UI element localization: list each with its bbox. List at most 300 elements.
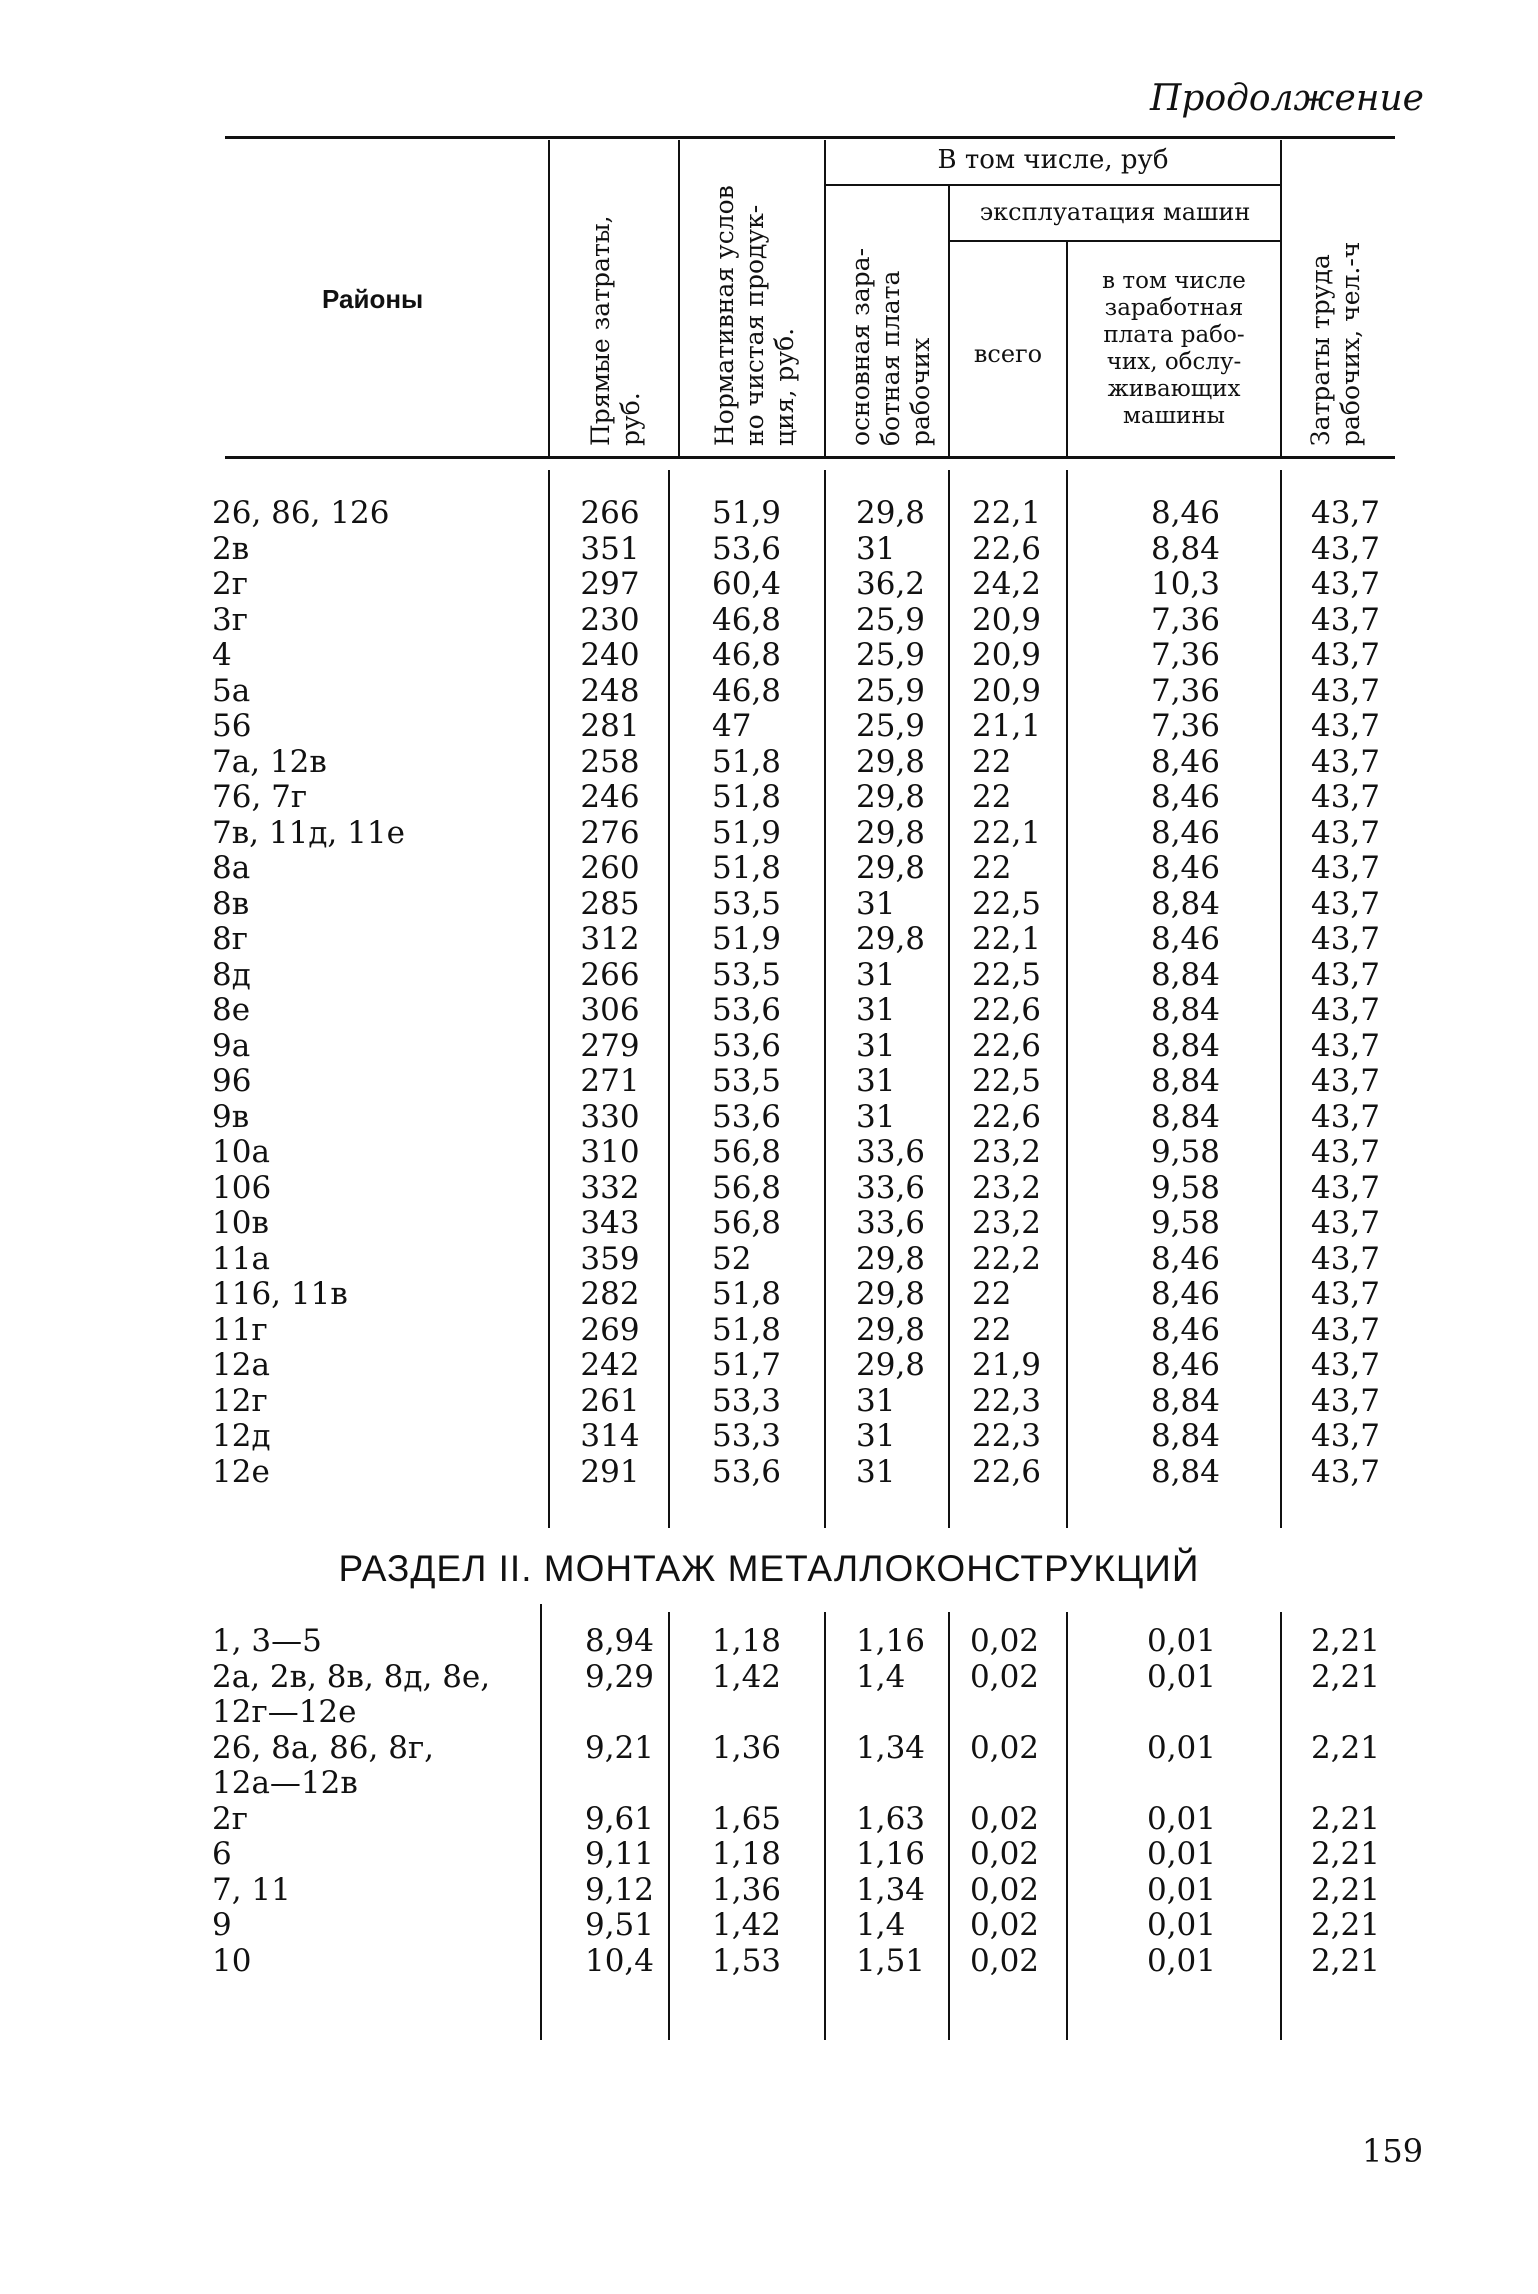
direct-cost-cell: 230 xyxy=(580,601,640,638)
direct-cost-cell: 266 xyxy=(580,495,640,531)
machine-wage-cell: 7,36 xyxy=(1150,637,1220,673)
direct-cost-cell: 9,21 xyxy=(584,1729,654,1766)
basic-wage-cell: 29,8 xyxy=(856,921,926,957)
machine-wage-cell: 10,3 xyxy=(1150,566,1220,602)
normative-cell: 1,65 xyxy=(712,1800,782,1837)
body2-vline-4 xyxy=(948,1612,950,2040)
machine-wage-cell: 8,84 xyxy=(1150,1382,1220,1419)
basic-wage-cell: 31 xyxy=(856,1027,896,1064)
normative-cell: 56,8 xyxy=(712,1205,782,1241)
direct-cost-cell: 8,94 xyxy=(584,1623,654,1659)
header-vline-3 xyxy=(824,140,826,456)
direct-cost-cell: 246 xyxy=(580,779,640,815)
direct-cost-cell: 332 xyxy=(580,1169,640,1206)
district-cell: 2г xyxy=(212,1800,248,1837)
section1-machine-total-column xyxy=(972,496,1041,1490)
machine-total-cell: 22,1 xyxy=(972,495,1042,531)
direct-cost-cell: 314 xyxy=(580,1418,640,1454)
normative-cell: 1,18 xyxy=(712,1836,782,1872)
machine-wage-cell: 8,84 xyxy=(1150,885,1220,922)
labor-cell: 43,7 xyxy=(1310,1169,1380,1206)
machine-wage-cell: 7,36 xyxy=(1150,672,1220,709)
machine-wage-cell: 8,84 xyxy=(1150,1418,1220,1454)
basic-wage-cell xyxy=(856,1766,925,1802)
district-cell: 10а xyxy=(212,1134,270,1170)
machine-wage-cell: 8,46 xyxy=(1150,495,1220,531)
direct-cost-cell: 351 xyxy=(580,530,640,567)
normative-cell: 51,8 xyxy=(712,1276,782,1312)
district-cell: 3г xyxy=(212,601,248,638)
basic-wage-cell: 1,34 xyxy=(856,1871,926,1908)
body2-vline-3 xyxy=(824,1612,826,2040)
district-cell: 106 xyxy=(212,1169,272,1206)
machine-total-cell: 20,9 xyxy=(972,637,1042,673)
normative-cell: 46,8 xyxy=(712,672,782,709)
machine-wage-cell xyxy=(1090,1766,1216,1802)
direct-cost-cell xyxy=(552,1766,654,1802)
basic-wage-cell: 31 xyxy=(856,885,896,922)
header-vline-1 xyxy=(548,140,550,456)
section2-machine-total-column xyxy=(970,1624,1039,1979)
basic-wage-cell: 31 xyxy=(856,1453,896,1490)
direct-cost-cell: 297 xyxy=(580,566,640,602)
normative-cell: 52 xyxy=(712,1240,752,1277)
machine-wage-cell: 8,84 xyxy=(1150,992,1220,1028)
direct-cost-cell: 310 xyxy=(580,1134,640,1170)
normative-cell: 1,53 xyxy=(712,1942,782,1979)
machine-wage-cell: 8,46 xyxy=(1150,850,1220,886)
direct-cost-cell: 276 xyxy=(580,814,640,851)
normative-cell: 1,42 xyxy=(712,1907,782,1943)
basic-wage-cell: 1,4 xyxy=(856,1907,906,1943)
machine-total-cell: 22,5 xyxy=(972,885,1042,922)
direct-cost-cell: 260 xyxy=(580,850,640,886)
labor-cell: 43,7 xyxy=(1310,1311,1380,1348)
section2-machine-wage-column xyxy=(1090,1624,1216,1979)
district-cell: 12а—12в xyxy=(212,1765,358,1801)
header-subrule-machines xyxy=(950,240,1280,242)
machine-wage-cell: 0,01 xyxy=(1146,1907,1216,1943)
direct-cost-cell: 258 xyxy=(580,743,640,780)
labor-cell: 2,21 xyxy=(1310,1623,1380,1659)
basic-wage-cell: 29,8 xyxy=(856,1311,926,1348)
basic-wage-cell: 1,16 xyxy=(856,1623,926,1659)
district-cell: 12г xyxy=(212,1382,268,1419)
body2-vline-5 xyxy=(1066,1612,1068,2040)
labor-cell: 43,7 xyxy=(1310,921,1380,957)
labor-cell: 2,21 xyxy=(1310,1942,1380,1979)
direct-cost-cell: 9,61 xyxy=(584,1800,654,1837)
normative-cell: 56,8 xyxy=(712,1134,782,1170)
normative-cell: 53,6 xyxy=(712,530,782,567)
machine-wage-cell: 8,84 xyxy=(1150,1027,1220,1064)
direct-cost-cell: 271 xyxy=(580,1063,640,1099)
normative-cell: 53,6 xyxy=(712,1027,782,1064)
district-cell: 7, 11 xyxy=(212,1871,291,1908)
machine-total-cell: 22,6 xyxy=(972,992,1042,1028)
basic-wage-cell: 25,9 xyxy=(856,637,926,673)
direct-cost-cell: 9,11 xyxy=(584,1836,654,1872)
district-cell: 9а xyxy=(212,1027,251,1064)
section2-districts-column xyxy=(212,1624,490,1979)
labor-cell: 43,7 xyxy=(1310,814,1380,851)
machine-total-cell: 22,5 xyxy=(972,1063,1042,1099)
machine-total-cell: 0,02 xyxy=(970,1871,1040,1908)
basic-wage-cell: 1,51 xyxy=(856,1942,926,1979)
machine-wage-cell: 8,46 xyxy=(1150,921,1220,957)
machine-total-cell: 22,1 xyxy=(972,921,1042,957)
labor-cell: 43,7 xyxy=(1310,495,1380,531)
section1-normative-column xyxy=(712,496,781,1490)
labor-cell: 43,7 xyxy=(1310,1276,1380,1312)
district-cell: 9в xyxy=(212,1098,250,1135)
machine-total-cell: 0,02 xyxy=(970,1729,1040,1766)
district-cell: 116, 11в xyxy=(212,1276,348,1312)
direct-cost-cell: 291 xyxy=(580,1453,640,1490)
header-including: В том числе, руб xyxy=(937,145,1169,175)
section2-basic-wage-column xyxy=(856,1624,925,1979)
normative-cell: 51,9 xyxy=(712,495,782,531)
normative-cell: 53,5 xyxy=(712,1063,782,1099)
labor-cell: 43,7 xyxy=(1310,1347,1380,1383)
machine-wage-cell: 8,84 xyxy=(1150,1098,1220,1135)
header-rayony: Районы xyxy=(322,284,424,314)
body1-vline-4 xyxy=(948,470,950,1528)
basic-wage-cell: 33,6 xyxy=(856,1169,926,1206)
direct-cost-cell: 266 xyxy=(580,956,640,993)
section1-basic-wage-column xyxy=(856,496,925,1490)
machine-total-cell: 20,9 xyxy=(972,672,1042,709)
district-cell: 4 xyxy=(212,637,232,673)
labor-cell: 43,7 xyxy=(1310,637,1380,673)
basic-wage-cell: 31 xyxy=(856,956,896,993)
direct-cost-cell: 343 xyxy=(580,1205,640,1241)
normative-cell: 46,8 xyxy=(712,637,782,673)
normative-cell: 1,42 xyxy=(712,1658,782,1695)
basic-wage-cell: 29,8 xyxy=(856,1240,926,1277)
normative-cell: 1,18 xyxy=(712,1623,782,1659)
labor-cell: 43,7 xyxy=(1310,1134,1380,1170)
direct-cost-cell: 261 xyxy=(580,1382,640,1419)
machine-total-cell: 22 xyxy=(972,1276,1012,1312)
section1-direct-column xyxy=(560,496,660,1490)
direct-cost-cell: 279 xyxy=(580,1027,640,1064)
direct-cost-cell: 306 xyxy=(580,992,640,1028)
body1-vline-3 xyxy=(824,470,826,1528)
labor-cell: 43,7 xyxy=(1310,850,1380,886)
labor-cell: 2,21 xyxy=(1310,1871,1380,1908)
machine-wage-cell: 0,01 xyxy=(1146,1623,1216,1659)
machine-total-cell xyxy=(970,1695,1039,1731)
district-cell: 11г xyxy=(212,1311,268,1348)
machine-total-cell: 22 xyxy=(972,850,1012,886)
normative-cell: 53,5 xyxy=(712,956,782,993)
labor-cell: 43,7 xyxy=(1310,672,1380,709)
header-basic-wage: основная зара- ботная плата рабочих xyxy=(846,247,935,446)
machine-wage-cell: 8,46 xyxy=(1150,779,1220,815)
district-cell: 2в xyxy=(212,530,250,567)
machine-total-cell: 22,1 xyxy=(972,814,1042,851)
direct-cost-cell: 10,4 xyxy=(584,1942,654,1979)
basic-wage-cell: 29,8 xyxy=(856,850,926,886)
machine-total-cell: 23,2 xyxy=(972,1169,1042,1206)
header-vline-6 xyxy=(1280,140,1282,456)
labor-cell: 43,7 xyxy=(1310,956,1380,993)
labor-cell: 43,7 xyxy=(1310,1027,1380,1064)
district-cell: 12а xyxy=(212,1347,270,1383)
labor-cell: 43,7 xyxy=(1310,530,1380,567)
machine-wage-cell: 9,58 xyxy=(1150,1134,1220,1170)
basic-wage-cell: 36,2 xyxy=(856,566,926,602)
machine-total-cell: 0,02 xyxy=(970,1658,1040,1695)
district-cell: 6 xyxy=(212,1836,232,1872)
normative-cell xyxy=(712,1766,781,1802)
basic-wage-cell: 1,16 xyxy=(856,1836,926,1872)
normative-cell: 53,3 xyxy=(712,1382,782,1419)
direct-cost-cell: 248 xyxy=(580,672,640,709)
district-cell: 7в, 11д, 11е xyxy=(212,814,405,851)
basic-wage-cell: 31 xyxy=(856,992,896,1028)
labor-cell: 2,21 xyxy=(1310,1836,1380,1872)
machine-wage-cell: 0,01 xyxy=(1146,1800,1216,1837)
header-top-rule xyxy=(225,136,1395,139)
direct-cost-cell: 9,51 xyxy=(584,1907,654,1943)
basic-wage-cell: 1,63 xyxy=(856,1800,926,1837)
machine-total-cell: 24,2 xyxy=(972,566,1042,602)
section2-labor-column xyxy=(1290,1624,1380,1979)
district-cell: 56 xyxy=(212,708,252,744)
basic-wage-cell: 29,8 xyxy=(856,743,926,780)
labor-cell: 2,21 xyxy=(1310,1800,1380,1837)
body2-vline-2 xyxy=(668,1612,670,2040)
district-cell: 12д xyxy=(212,1418,271,1454)
normative-cell: 51,8 xyxy=(712,1311,782,1348)
normative-cell xyxy=(712,1695,781,1731)
labor-cell: 43,7 xyxy=(1310,566,1380,602)
normative-cell: 51,7 xyxy=(712,1347,782,1383)
direct-cost-cell: 269 xyxy=(580,1311,640,1348)
district-cell: 8в xyxy=(212,885,250,922)
labor-cell xyxy=(1290,1695,1380,1731)
normative-cell: 53,6 xyxy=(712,992,782,1028)
machine-total-cell: 21,9 xyxy=(972,1347,1042,1383)
labor-cell: 43,7 xyxy=(1310,992,1380,1028)
labor-cell: 43,7 xyxy=(1310,1453,1380,1490)
normative-cell: 46,8 xyxy=(712,601,782,638)
machine-wage-cell: 8,46 xyxy=(1150,743,1220,780)
district-cell: 26, 86, 126 xyxy=(212,495,390,531)
machine-wage-cell: 0,01 xyxy=(1146,1729,1216,1766)
machine-total-cell: 0,02 xyxy=(970,1800,1040,1837)
basic-wage-cell: 29,8 xyxy=(856,814,926,851)
machine-total-cell: 22,3 xyxy=(972,1418,1042,1454)
header-machine-operation: эксплуатация машин xyxy=(979,198,1251,226)
header-machine-wage: в том числе заработная плата рабо- чих, обслу- живающих машины xyxy=(1102,268,1246,429)
district-cell: 8д xyxy=(212,956,251,993)
normative-cell: 53,5 xyxy=(712,885,782,922)
labor-cell: 43,7 xyxy=(1310,1418,1380,1454)
labor-cell xyxy=(1290,1766,1380,1802)
header-vline-2 xyxy=(678,140,680,456)
machine-total-cell: 22 xyxy=(972,779,1012,815)
body1-vline-1 xyxy=(548,470,550,1528)
normative-cell: 51,9 xyxy=(712,814,782,851)
machine-total-cell: 21,1 xyxy=(972,708,1042,744)
basic-wage-cell: 1,4 xyxy=(856,1658,906,1695)
district-cell: 10в xyxy=(212,1205,269,1241)
section1-districts-column xyxy=(212,496,405,1490)
machine-total-cell: 22 xyxy=(972,1311,1012,1348)
header-subrule-including xyxy=(826,184,1280,186)
district-cell: 2а, 2в, 8в, 8д, 8е, xyxy=(212,1658,491,1695)
machine-wage-cell: 8,46 xyxy=(1150,1240,1220,1277)
normative-cell: 51,8 xyxy=(712,850,782,886)
direct-cost-cell: 282 xyxy=(580,1276,640,1312)
body1-vline-2 xyxy=(668,470,670,1528)
labor-cell: 2,21 xyxy=(1310,1907,1380,1943)
normative-cell: 53,6 xyxy=(712,1098,782,1135)
labor-cell: 43,7 xyxy=(1310,1063,1380,1099)
basic-wage-cell: 25,9 xyxy=(856,708,926,744)
machine-wage-cell: 8,84 xyxy=(1150,956,1220,993)
labor-cell: 43,7 xyxy=(1310,779,1380,815)
body2-vline-1 xyxy=(540,1604,542,2040)
basic-wage-cell: 29,8 xyxy=(856,1347,926,1383)
basic-wage-cell: 33,6 xyxy=(856,1205,926,1241)
district-cell: 9 xyxy=(212,1907,232,1943)
machine-total-cell: 0,02 xyxy=(970,1623,1040,1659)
machine-total-cell: 0,02 xyxy=(970,1942,1040,1979)
machine-wage-cell: 0,01 xyxy=(1146,1942,1216,1979)
direct-cost-cell: 312 xyxy=(580,921,640,957)
machine-wage-cell: 9,58 xyxy=(1150,1169,1220,1206)
basic-wage-cell: 31 xyxy=(856,1382,896,1419)
header-machine-total: всего xyxy=(973,340,1043,368)
machine-wage-cell: 8,46 xyxy=(1150,1347,1220,1383)
machine-wage-cell: 7,36 xyxy=(1150,708,1220,744)
normative-cell: 53,3 xyxy=(712,1418,782,1454)
labor-cell: 43,7 xyxy=(1310,1098,1380,1135)
machine-total-cell: 20,9 xyxy=(972,601,1042,638)
direct-cost-cell: 9,29 xyxy=(584,1658,654,1695)
body1-vline-5 xyxy=(1066,470,1068,1528)
normative-cell: 51,9 xyxy=(712,921,782,957)
basic-wage-cell: 25,9 xyxy=(856,672,926,709)
labor-cell: 2,21 xyxy=(1310,1658,1380,1695)
labor-cell: 43,7 xyxy=(1310,1205,1380,1241)
machine-wage-cell: 9,58 xyxy=(1150,1205,1220,1241)
machine-total-cell: 22,6 xyxy=(972,530,1042,567)
machine-wage-cell: 8,46 xyxy=(1150,1276,1220,1312)
basic-wage-cell: 31 xyxy=(856,1063,896,1099)
machine-wage-cell: 8,46 xyxy=(1150,814,1220,851)
normative-cell: 51,8 xyxy=(712,743,782,780)
direct-cost-cell: 359 xyxy=(580,1240,640,1277)
machine-wage-cell: 0,01 xyxy=(1146,1836,1216,1872)
basic-wage-cell: 29,8 xyxy=(856,1276,926,1312)
machine-total-cell: 0,02 xyxy=(970,1907,1040,1943)
machine-wage-cell: 7,36 xyxy=(1150,601,1220,638)
machine-total-cell: 22,6 xyxy=(972,1453,1042,1490)
normative-cell: 56,8 xyxy=(712,1169,782,1206)
machine-wage-cell: 0,01 xyxy=(1146,1658,1216,1695)
normative-cell: 1,36 xyxy=(712,1729,782,1766)
district-cell: 8а xyxy=(212,850,251,886)
machine-total-cell: 22,2 xyxy=(972,1240,1042,1277)
machine-total-cell: 23,2 xyxy=(972,1134,1042,1170)
machine-total-cell: 23,2 xyxy=(972,1205,1042,1241)
district-cell: 7а, 12в xyxy=(212,743,327,780)
machine-wage-cell: 8,84 xyxy=(1150,1063,1220,1099)
machine-total-cell: 22,6 xyxy=(972,1027,1042,1064)
direct-cost-cell: 285 xyxy=(580,885,640,922)
machine-wage-cell: 8,84 xyxy=(1150,1453,1220,1490)
district-cell: 76, 7г xyxy=(212,779,308,815)
continuation-label: Продолжение xyxy=(1150,78,1424,119)
direct-cost-cell: 240 xyxy=(580,637,640,673)
district-cell: 5а xyxy=(212,672,251,709)
labor-cell: 43,7 xyxy=(1310,1240,1380,1277)
machine-wage-cell: 8,84 xyxy=(1150,530,1220,567)
section1-labor-column xyxy=(1290,496,1380,1490)
page-number: 159 xyxy=(1362,2132,1424,2170)
section2-title: РАЗДЕЛ II. МОНТАЖ МЕТАЛЛОКОНСТРУКЦИЙ xyxy=(338,1548,1200,1589)
normative-cell: 53,6 xyxy=(712,1453,782,1490)
district-cell: 12г—12е xyxy=(212,1694,357,1730)
machine-total-cell: 22,6 xyxy=(972,1098,1042,1135)
body2-vline-6 xyxy=(1280,1612,1282,2040)
machine-wage-cell xyxy=(1090,1695,1216,1731)
machine-total-cell xyxy=(970,1766,1039,1802)
basic-wage-cell: 25,9 xyxy=(856,601,926,638)
labor-cell: 2,21 xyxy=(1310,1729,1380,1766)
machine-total-cell: 0,02 xyxy=(970,1836,1040,1872)
basic-wage-cell: 29,8 xyxy=(856,779,926,815)
labor-cell: 43,7 xyxy=(1310,1382,1380,1419)
header-normative-products: Нормативная услов но чистая продук- ция, руб. xyxy=(710,185,799,446)
district-cell: 8е xyxy=(212,992,251,1028)
labor-cell: 43,7 xyxy=(1310,885,1380,922)
machine-total-cell: 22,3 xyxy=(972,1382,1042,1419)
district-cell: 10 xyxy=(212,1942,252,1979)
basic-wage-cell: 1,34 xyxy=(856,1729,926,1766)
district-cell: 8г xyxy=(212,921,248,957)
header-bottom-rule xyxy=(225,456,1395,459)
basic-wage-cell: 29,8 xyxy=(856,495,926,531)
basic-wage-cell: 31 xyxy=(856,530,896,567)
basic-wage-cell: 31 xyxy=(856,1098,896,1135)
district-cell: 96 xyxy=(212,1063,252,1099)
section1-machine-wage-column xyxy=(1090,496,1220,1490)
labor-cell: 43,7 xyxy=(1310,708,1380,744)
direct-cost-cell: 9,12 xyxy=(584,1871,654,1908)
section2-direct-column xyxy=(552,1624,654,1979)
direct-cost-cell: 330 xyxy=(580,1098,640,1135)
district-cell: 11а xyxy=(212,1240,270,1277)
district-cell: 26, 8а, 86, 8г, xyxy=(212,1729,435,1766)
basic-wage-cell: 33,6 xyxy=(856,1134,926,1170)
header-direct-costs: Прямые затраты, руб. xyxy=(586,215,645,446)
direct-cost-cell: 281 xyxy=(580,708,640,744)
normative-cell: 47 xyxy=(712,708,752,744)
section2-normative-column xyxy=(712,1624,781,1979)
basic-wage-cell xyxy=(856,1695,925,1731)
machine-total-cell: 22,5 xyxy=(972,956,1042,993)
header-labor: Затраты труда рабочих, чел.-ч xyxy=(1306,241,1365,446)
basic-wage-cell: 31 xyxy=(856,1418,896,1454)
direct-cost-cell: 242 xyxy=(580,1347,640,1383)
machine-total-cell: 22 xyxy=(972,743,1012,780)
